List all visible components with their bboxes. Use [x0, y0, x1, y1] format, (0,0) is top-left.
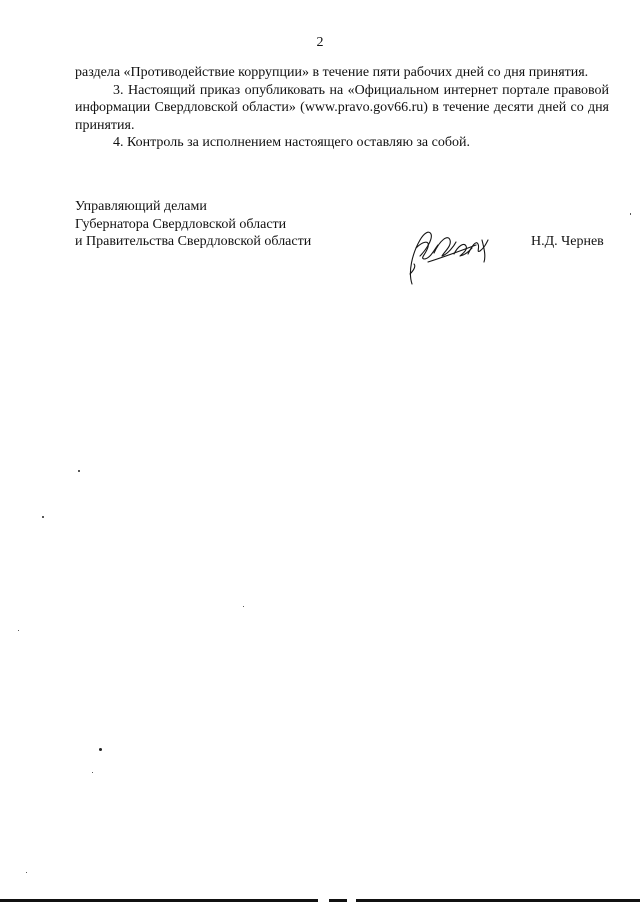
page-number: 2 [316, 35, 324, 50]
scan-speck [243, 606, 244, 607]
scan-speck [18, 630, 19, 631]
scan-speck [630, 213, 631, 215]
scan-speck [26, 872, 27, 873]
handwritten-signature [398, 226, 494, 288]
scan-edge-line [0, 899, 318, 902]
paragraph-item-3: 3. Настоящий приказ опубликовать на «Официальном интернет портале правовой информации Свердловской области» (www.pravo.gov66.ru) в течение десяти дней со дня принятия. [75, 82, 609, 133]
signer-title-line: Губернатора Свердловской области [75, 216, 287, 232]
scan-speck [78, 470, 80, 472]
scan-edge-line [329, 899, 347, 902]
document-body [75, 64, 609, 152]
scan-speck [99, 748, 102, 751]
signer-title-line: Управляющий делами [75, 199, 207, 214]
signer-title [75, 198, 311, 251]
scan-edge-line [356, 899, 640, 902]
paragraph-item-4: 4. Контроль за исполнением настоящего оставляю за собой. [113, 135, 470, 150]
scan-speck [92, 772, 93, 773]
paragraph-continuation: раздела «Противодействие коррупции» в течение пяти рабочих дней со дня принятия. [75, 65, 589, 80]
signer-title-line: и Правительства Свердловской области [75, 234, 312, 249]
scan-speck [42, 516, 44, 518]
signer-name: Н.Д. Чернев [531, 234, 604, 249]
